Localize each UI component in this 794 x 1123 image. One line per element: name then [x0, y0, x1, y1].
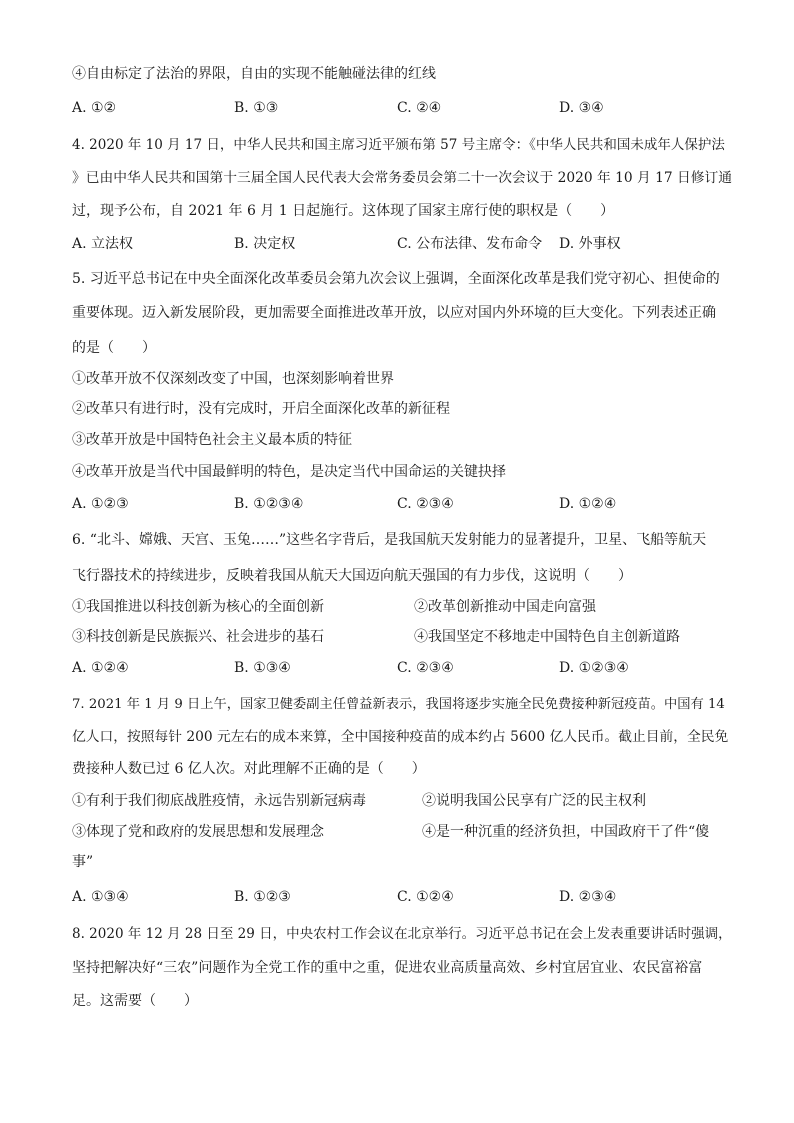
q5-option-a: A. ①②③	[72, 496, 129, 512]
q7-statement-1: ①有利于我们彻底战胜疫情，永远告别新冠病毒	[72, 793, 366, 809]
q7-option-d: D. ②③④	[559, 889, 617, 905]
q7-stem-line-1: 7. 2021 年 1 月 9 日上午，国家卫健委副主任曾益新表示，我国将逐步实施全民免费接种新冠疫苗。中国有 14	[72, 697, 725, 712]
q3-option-a: A. ①②	[72, 100, 117, 116]
q5-statement-3: ③改革开放是中国特色社会主义最本质的特征	[72, 432, 352, 448]
q5-statement-4: ④改革开放是当代中国最鲜明的特色，是决定当代中国命运的关键抉择	[72, 464, 506, 480]
q6-statement-4: ④我国坚定不移地走中国特色自主创新道路	[414, 629, 680, 645]
q5-stem-line-1: 5. 习近平总书记在中央全面深化改革委员会第九次会议上强调，全面深化改革是我们党守初心、担使命的	[72, 271, 720, 287]
q6-option-d: D. ①②③④	[559, 660, 629, 676]
q6-statement-3: ③科技创新是民族振兴、社会进步的基石	[72, 629, 324, 645]
q7-stem-line-2: 亿人口，按照每针 200 元左右的成本来算，全中国接种疫苗的成本约占 5600 亿人民币。截止目前，全民免	[72, 729, 729, 745]
q6-stem-line-1: 6. “北斗、嫦娥、天宫、玉兔……”这些名字背后，是我国航天发射能力的显著提升，卫星、飞船等航天	[72, 532, 707, 548]
q6-option-a: A. ①②④	[72, 660, 129, 676]
q3-option-c: C. ②④	[397, 100, 442, 116]
q4-stem-line-1: 4. 2020 年 10 月 17 日，中华人民共和国主席习近平颁布第 57 号主席令：《中华人民共和国未成年人保护法	[72, 137, 725, 153]
q4-option-a: A. 立法权	[72, 236, 134, 252]
q6-option-b: B. ①③④	[234, 660, 291, 676]
q5-statement-1: ①改革开放不仅深刻改变了中国，也深刻影响着世界	[72, 371, 394, 387]
q5-statement-2: ②改革只有进行时，没有完成时，开启全面深化改革的新征程	[72, 401, 450, 417]
q5-option-d: D. ①②④	[559, 496, 617, 512]
q7-statement-2: ②说明我国公民享有广泛的民主权利	[422, 793, 646, 809]
q5-stem-line-2: 重要体现。迈入新发展阶段，更加需要全面推进改革开放，以应对国内外环境的巨大变化。下列表述正确	[72, 305, 716, 321]
q8-stem-line-3: 足。这需要（ ）	[72, 993, 198, 1009]
q6-statement-1: ①我国推进以科技创新为核心的全面创新	[72, 599, 324, 615]
q7-option-b: B. ①②③	[234, 889, 291, 905]
q4-stem-line-3: 过，现予公布，自 2021 年 6 月 1 日起施行。这体现了国家主席行使的职权是（ ）	[72, 203, 615, 219]
q8-stem-line-2: 坚持把解决好“三农”问题作为全党工作的重中之重，促进农业高质量高效、乡村宜居宜业、农民富裕富	[72, 960, 703, 976]
q4-option-d: D. 外事权	[559, 236, 621, 252]
q4-stem-line-2: 》已由中华人民共和国第十三届全国人民代表大会常务委员会第二十一次会议于 2020 年 10 月 17 日修订通	[72, 170, 732, 186]
q3-option-b: B. ①③	[234, 100, 279, 116]
q7-statement-3: ③体现了党和政府的发展思想和发展理念	[72, 824, 324, 840]
q6-statement-2: ②改革创新推动中国走向富强	[414, 599, 596, 615]
q7-option-a: A. ①③④	[72, 889, 129, 905]
q8-stem-line-1: 8. 2020 年 12 月 28 日至 29 日，中央农村工作会议在北京举行。习近平总书记在会上发表重要讲话时强调，	[72, 926, 732, 942]
q4-option-c: C. 公布法律、发布命令	[397, 236, 543, 252]
q5-option-b: B. ①②③④	[234, 496, 304, 512]
q6-option-c: C. ②③④	[397, 660, 454, 676]
q6-stem-line-2: 飞行器技术的持续进步，反映着我国从航天大国迈向航天强国的有力步伐，这说明（ ）	[72, 568, 632, 584]
q7-statement-4: ④是一种沉重的经济负担，中国政府干了件“傻	[422, 824, 710, 840]
q7-option-c: C. ①②④	[397, 889, 454, 905]
q4-option-b: B. 决定权	[234, 236, 296, 252]
q3-statement-4: ④自由标定了法治的界限，自由的实现不能触碰法律的红线	[72, 66, 436, 82]
q5-stem-line-3: 的是（ ）	[72, 340, 156, 356]
q7-stem-line-3: 费接种人数已过 6 亿人次。对此理解不正确的是（ ）	[72, 761, 426, 777]
q5-option-c: C. ②③④	[397, 496, 454, 512]
q3-option-d: D. ③④	[559, 100, 604, 116]
q7-statement-4-cont: 事”	[72, 854, 94, 870]
